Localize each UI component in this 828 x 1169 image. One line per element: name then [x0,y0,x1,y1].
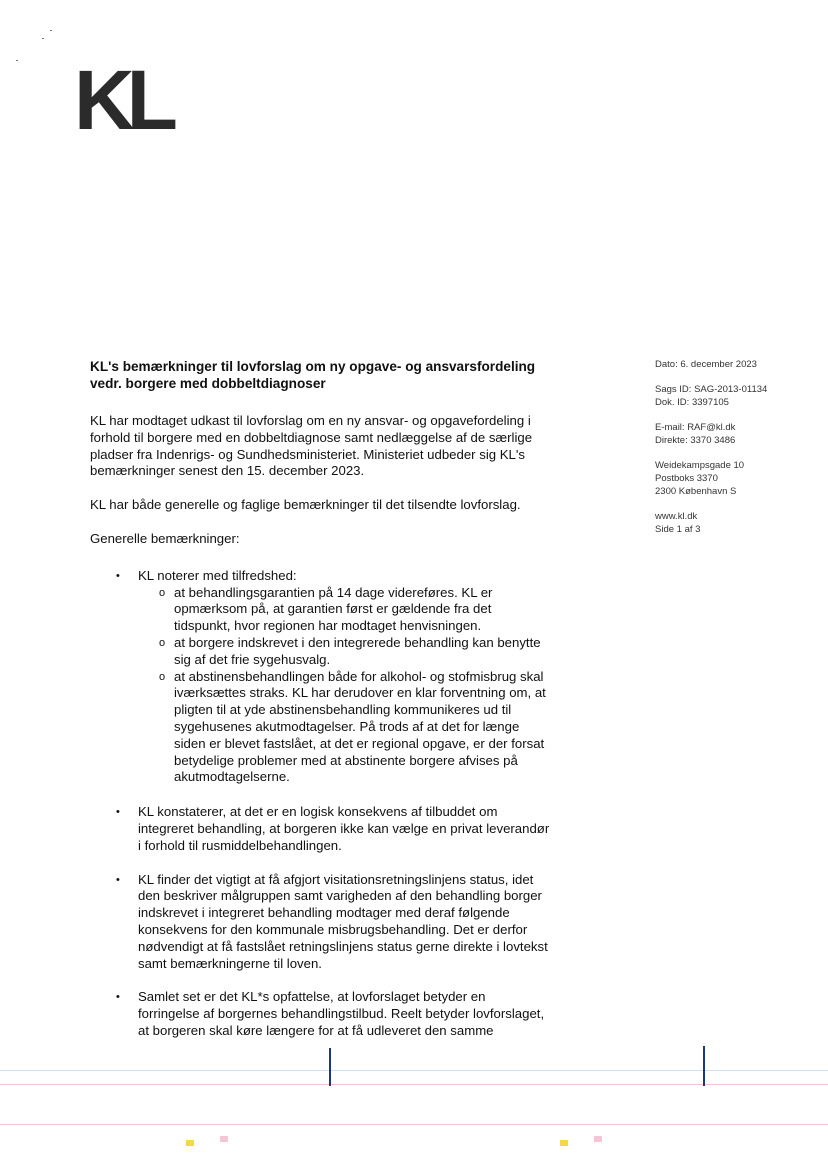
page-number: Side 1 af 3 [655,524,701,535]
scan-speck [16,60,18,61]
sub-list [138,585,550,787]
scanner-artifacts [0,1040,828,1169]
scan-mark [560,1140,568,1146]
bullet-icon: • [116,991,120,1004]
list-item [90,872,550,973]
sub-list-item [138,585,550,635]
scan-speck [50,30,52,31]
scan-line-vertical [703,1046,705,1086]
list-item [90,989,550,1039]
sub-list-item [138,635,550,669]
letter-meta-sidebar [655,358,805,548]
document-title: KL's bemærkninger til lovforslag om ny opgave- og ansvarsfordeling vedr. borgere med dobbeltdiagnoser [90,359,536,391]
address-street: Weidekampsgade 10 [655,460,745,471]
scan-mark [220,1136,228,1142]
direct-phone: Direkte: 3370 3486 [655,435,736,446]
bullet-icon: • [116,569,120,582]
address-pobox: Postboks 3370 [655,473,718,484]
intro-paragraph: KL har modtaget udkast til lovforslag om en ny ansvar- og opgavefordeling i forhold til borgere med en dobbeltdiagnose samt nedlæggelse af de særlige pladser fra Indenrigs- og Sundhedsministeriet. Ministeriet udbeder sig KL's bemærkninger senest den 15. december 2023. [90,413,533,479]
case-id: Sags ID: SAG-2013-01134 [655,384,768,395]
doc-id: Dok. ID: 3397105 [655,397,729,408]
sub-item-text: at behandlingsgarantien på 14 dage videreføres. KL er opmærksom på, at garantien først er gældende fra det tidspunkt, hvor regionen har modtaget henvisningen. [174,584,493,634]
letter-body [90,358,550,1057]
address-city: 2300 København S [655,486,737,497]
second-paragraph: KL har både generelle og faglige bemærkninger til det tilsendte lovforslag. [90,497,521,513]
scan-speck [42,38,44,39]
email-line: E-mail: RAF@kl.dk [655,422,736,433]
scan-mark [186,1140,194,1146]
scan-mark [594,1136,602,1142]
list-item [90,568,550,786]
circle-bullet-icon: o [159,636,166,649]
bullet-text: KL finder det vigtigt at få afgjort visitationsretningslinjens status, idet den beskriver målgruppen samt varigheden af den behandling borger indskrevet i integreret behandling modtager med deraf følgende konsekvens for den kommunale misbrugsbehandling. Det er derfor nødvendigt at få fastslået retningslinjens status gerne direkte i lovtekst samt bemærkningerne til loven. [138,871,548,971]
list-item [90,804,550,854]
scan-line-vertical [329,1048,331,1086]
bullet-text: Samlet set er det KL*s opfattelse, at lovforslaget betyder en forringelse af borgernes behandlingstilbud. Reelt betyder lovforslaget, at borgeren skal køre længere for at få udleveret den samme [138,989,545,1038]
scan-line [0,1124,828,1125]
sub-item-text: at borgere indskrevet i den integrerede behandling kan benytte sig af det frie sygehusvalg. [174,634,541,667]
remarks-list [90,568,550,1040]
sub-list-item [138,669,550,787]
bullet-icon: • [116,873,120,886]
bullet-text: KL noterer med tilfredshed: [138,567,297,583]
bullet-icon: • [116,806,120,819]
circle-bullet-icon: o [159,670,166,683]
website: www.kl.dk [655,511,698,522]
sub-item-text: at abstinensbehandlingen både for alkohol- og stofmisbrug skal iværksættes straks. KL har derudover en klar forventning om, at pligten til at yde abstinensbehandling kommunikeres ud til sygehusenes akutmodtagelser. På trods af at det for længe siden er blevet fastslået, at det er regional opgave, er der forsat betydelige problemer med at abstinente borgere afvises på akutmodtagelserne. [174,668,546,785]
bullet-text: KL konstaterer, at det er en logisk konsekvens af tilbuddet om integreret behandling, at borgeren ikke kan vælge en privat leverandør i forhold til rusmiddelbehandlingen. [138,804,550,853]
date-line: Dato: 6. december 2023 [655,359,757,370]
section-heading: Generelle bemærkninger: [90,530,240,546]
circle-bullet-icon: o [159,586,166,599]
kl-logo: KL [74,53,170,147]
